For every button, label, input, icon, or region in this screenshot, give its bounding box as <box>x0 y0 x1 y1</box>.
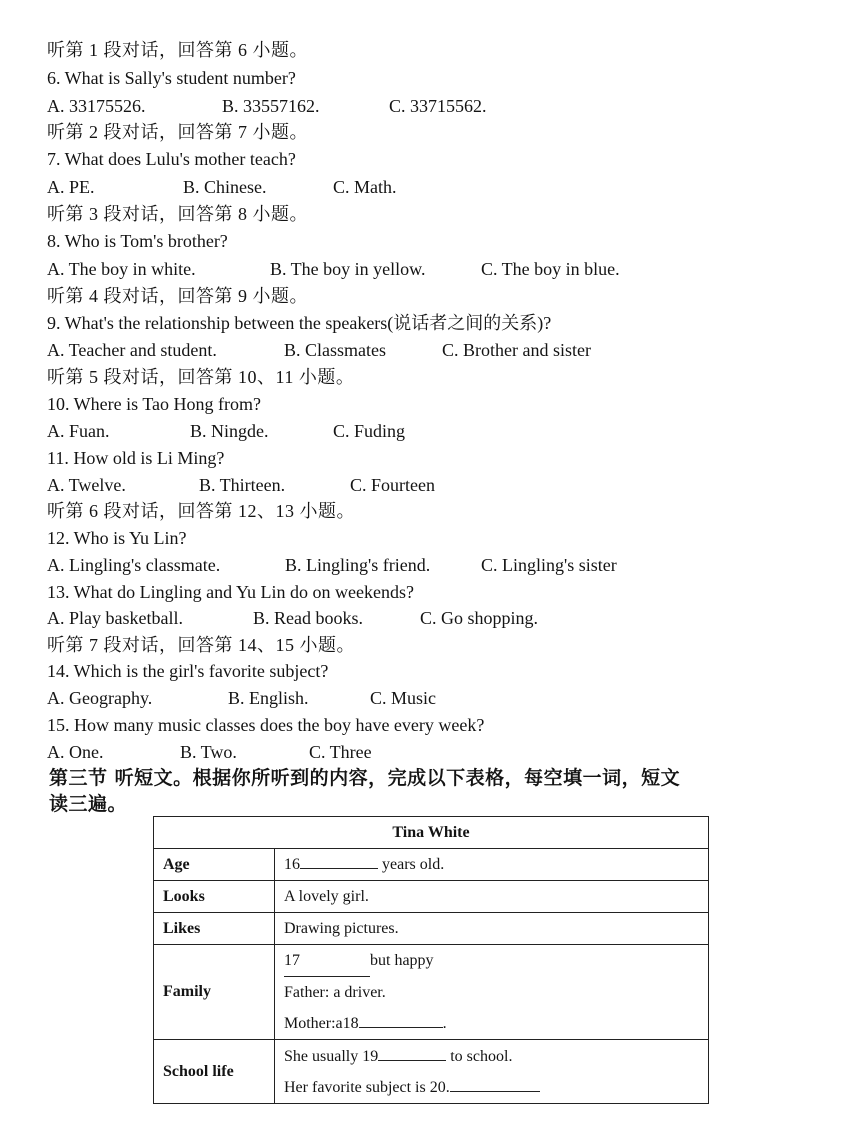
school-life-cell <box>275 1040 709 1104</box>
question-11-option-b: B. Thirteen. <box>199 475 286 495</box>
question-6-option-b: B. 33557162. <box>222 96 320 116</box>
question-14-option-c: C. Music <box>370 688 437 708</box>
question-9-option-c: C. Brother and sister <box>442 340 591 360</box>
question-14-option-b: B. English. <box>228 688 309 708</box>
table-row-school-life <box>154 1040 709 1104</box>
section-3-heading-line-1: 第三节 听短文。根据你所听到的内容，完成以下表格，每空填一词，短文 <box>49 767 681 789</box>
question-11: 11. How old is Li Ming? <box>47 448 225 468</box>
question-12-option-b: B. Lingling's friend. <box>285 555 431 575</box>
school-line-1-suffix: to school. <box>450 1047 513 1065</box>
family-cell: 17 but happy Father: a driver. Mother:a18 . <box>275 945 709 1040</box>
question-11-option-a: A. Twelve. <box>47 475 126 495</box>
blank-17[interactable] <box>284 945 370 977</box>
question-10-option-c: C. Fuding <box>333 421 406 441</box>
question-14: 14. Which is the girl's favorite subject? <box>47 661 329 681</box>
table-row-likes <box>154 913 709 945</box>
tina-white-table <box>153 816 709 1104</box>
question-13: 13. What do Lingling and Yu Lin do on weekends? <box>47 582 414 602</box>
question-7-option-b: B. Chinese. <box>183 177 267 197</box>
dialogue-7-intro: 听第 7 段对话，回答第 14、15 小题。 <box>47 635 355 655</box>
question-11-option-c: C. Fourteen <box>350 475 435 495</box>
age-number: 16 <box>284 855 300 873</box>
question-10-option-a: A. Fuan. <box>47 421 110 441</box>
question-10: 10. Where is Tao Hong from? <box>47 394 262 414</box>
question-9-option-b: B. Classmates <box>284 340 386 360</box>
question-8-option-a: A. The boy in white. <box>47 259 196 279</box>
question-8: 8. Who is Tom's brother? <box>47 231 228 251</box>
question-8-option-c: C. The boy in blue. <box>481 259 620 279</box>
blank-19[interactable] <box>378 1060 446 1061</box>
question-6-option-c: C. 33715562. <box>389 96 487 116</box>
dialogue-4-intro: 听第 4 段对话，回答第 9 小题。 <box>47 286 308 306</box>
question-6-option-a: A. 33175526. <box>47 96 146 116</box>
school-line-2-prefix: Her favorite subject is 20. <box>284 1078 450 1096</box>
question-12-option-a: A. Lingling's classmate. <box>47 555 221 575</box>
question-12: 12. Who is Yu Lin? <box>47 528 187 548</box>
likes-value: Drawing pictures. <box>275 913 709 945</box>
section-3-heading-line-2: 读三遍。 <box>49 793 128 815</box>
question-15-option-b: B. Two. <box>180 742 237 762</box>
age-suffix: years old. <box>382 855 445 873</box>
blank-16[interactable] <box>300 868 378 869</box>
question-13-option-b: B. Read books. <box>253 608 363 628</box>
question-13-option-c: C. Go shopping. <box>420 608 539 628</box>
dialogue-6-intro: 听第 6 段对话，回答第 12、13 小题。 <box>47 501 355 521</box>
table-title: Tina White <box>154 817 709 849</box>
table-row-family <box>154 945 709 1040</box>
question-13-option-a: A. Play basketball. <box>47 608 183 628</box>
dialogue-5-intro: 听第 5 段对话，回答第 10、11 小题。 <box>47 367 355 387</box>
blank-17-number: 17 <box>284 952 300 969</box>
table-row-looks <box>154 881 709 913</box>
looks-value: A lovely girl. <box>275 881 709 913</box>
question-10-option-b: B. Ningde. <box>190 421 269 441</box>
question-15-option-a: A. One. <box>47 742 104 762</box>
question-8-option-b: B. The boy in yellow. <box>270 259 426 279</box>
school-line-1-prefix: She usually 19 <box>284 1047 379 1065</box>
likes-label: Likes <box>154 913 275 945</box>
dialogue-2-intro: 听第 2 段对话，回答第 7 小题。 <box>47 122 308 142</box>
family-line-1-suffix: but happy <box>370 952 434 969</box>
blank-18[interactable] <box>359 1027 443 1028</box>
family-line-2: Father: a driver. <box>284 984 386 1001</box>
question-9: 9. What's the relationship between the speakers(说话者之间的关系)? <box>47 313 552 333</box>
question-7-option-a: A. PE. <box>47 177 95 197</box>
family-label: Family <box>154 945 275 1040</box>
question-14-option-a: A. Geography. <box>47 688 153 708</box>
looks-label: Looks <box>154 881 275 913</box>
question-7: 7. What does Lulu's mother teach? <box>47 149 296 169</box>
dialogue-3-intro: 听第 3 段对话，回答第 8 小题。 <box>47 204 308 224</box>
question-15-option-c: C. Three <box>309 742 372 762</box>
blank-20[interactable] <box>450 1091 540 1092</box>
school-life-label: School life <box>154 1040 275 1104</box>
age-label: Age <box>154 849 275 881</box>
table-row-age <box>154 849 709 881</box>
dialogue-1-intro: 听第 1 段对话，回答第 6 小题。 <box>47 40 308 60</box>
family-line-3-prefix: Mother:a18 <box>284 1015 359 1032</box>
question-7-option-c: C. Math. <box>333 177 397 197</box>
age-cell <box>275 849 709 881</box>
question-6: 6. What is Sally's student number? <box>47 68 296 88</box>
question-9-option-a: A. Teacher and student. <box>47 340 217 360</box>
question-15: 15. How many music classes does the boy have every week? <box>47 715 485 735</box>
question-12-option-c: C. Lingling's sister <box>481 555 617 575</box>
